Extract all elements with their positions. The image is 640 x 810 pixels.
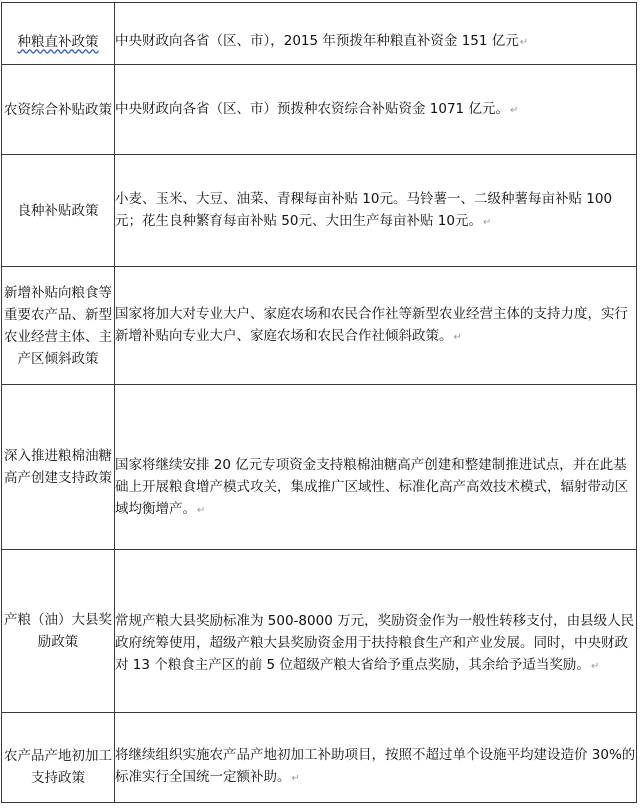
paragraph-mark: ↵	[291, 772, 300, 784]
policy-content: 小麦、玉米、大豆、油菜、青稞每亩补贴 10元。马铃薯一、二级种薯每亩补贴 100元；花生良种繁育每亩补贴 50元、大田生产每亩补贴 10元。	[115, 190, 613, 229]
table-row	[2, 385, 637, 550]
paragraph-mark: ↵	[590, 661, 600, 672]
policy-name-cell	[2, 267, 115, 385]
policy-name: 种粮直补政策	[17, 33, 99, 50]
policy-name: 新增补贴向粮食等重要农产品、新型农业经营主体、主产区倾斜政策	[4, 284, 112, 367]
policy-name-cell	[2, 550, 115, 713]
policy-content: 中央财政向各省（区、市）预拨种农资综合补贴资金 1071 亿元。	[115, 100, 509, 117]
table-row	[2, 713, 637, 803]
policy-content: 中央财政向各省（区、市），2015 年预拨年种粮直补资金 151 亿元	[115, 32, 519, 49]
paragraph-mark: ↵	[509, 104, 519, 116]
table-row	[2, 550, 637, 713]
policy-name-cell	[2, 65, 115, 155]
policy-content: 将继续组织实施农产品产地初加工补助项目，按照不超过单个设施平均建设造价 30%的标准实行全国统一定额补助。	[115, 746, 636, 785]
policy-name: 产粮（油）大县奖励政策	[4, 612, 112, 650]
policy-content-cell	[115, 3, 637, 65]
policy-name: 农资综合补贴政策	[4, 101, 112, 118]
table-row	[2, 65, 637, 155]
paragraph-mark: ↵	[197, 505, 206, 516]
policy-name-cell	[2, 713, 115, 803]
policy-name: 农产品产地初加工支持政策	[4, 747, 112, 786]
policy-content-cell	[115, 267, 637, 385]
paragraph-mark: ↵	[453, 331, 462, 343]
policy-content-cell	[115, 713, 637, 803]
policy-content-cell	[115, 155, 637, 267]
paragraph-mark: ↵	[482, 216, 492, 228]
policy-name-cell	[2, 385, 115, 550]
table-row	[2, 3, 637, 65]
table-row	[2, 267, 637, 385]
policy-content-cell	[115, 385, 637, 550]
policy-content: 国家将加大对专业大户、家庭农场和农民合作社等新型农业经营主体的支持力度，实行新增补贴向专业大户、家庭农场和农民合作社倾斜政策。	[115, 305, 628, 344]
policy-content: 国家将继续安排 20 亿元专项资金支持粮棉油糖高产创建和整建制推进试点，并在此基础上开展粮食增产模式攻关，集成推广区域性、标准化高产高效技术模式，辐射带动区域均衡增产。	[115, 457, 628, 517]
policy-name-cell	[2, 155, 115, 267]
paragraph-mark: ↵	[519, 36, 529, 48]
policy-content: 常规产粮大县奖励标准为 500-8000 万元，奖励资金作为一般性转移支付，由县级人民政府统筹使用，超级产粮大县奖励资金用于扶持粮食生产和产业发展。同时，中央财政对 13 个粮食主产区的前 5 位超级产粮大省给予重点奖励，其余给予适当奖励。	[115, 613, 635, 673]
policy-name-cell	[2, 3, 115, 65]
policy-content-cell	[115, 550, 637, 713]
policy-name: 深入推进粮棉油糖高产创建支持政策	[4, 448, 112, 486]
policy-table	[1, 2, 637, 803]
table-row	[2, 155, 637, 267]
policy-name: 良种补贴政策	[17, 202, 99, 219]
policy-content-cell	[115, 65, 637, 155]
